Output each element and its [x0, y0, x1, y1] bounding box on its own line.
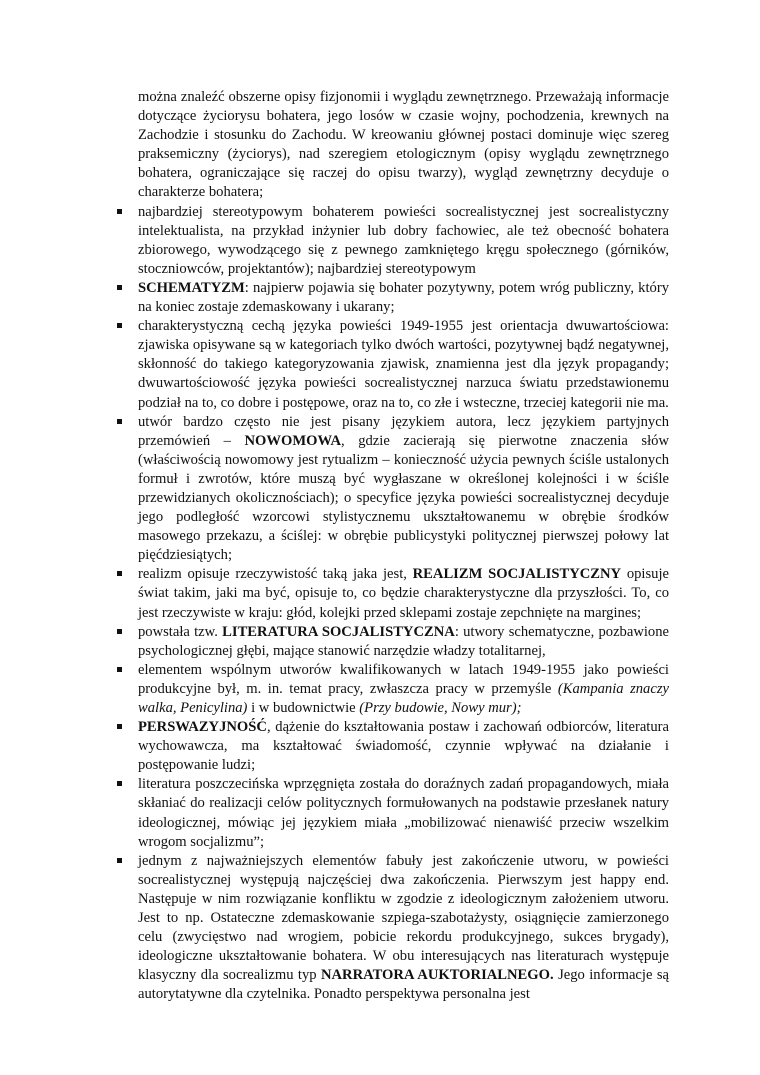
- list-item: [138, 279, 669, 317]
- key-term: LITERATURA SOCJALISTYCZNA: [222, 623, 455, 640]
- item-text: Jego informacje są autorytatywne dla czytelnika. Ponadto perspektywa personalna jest: [138, 967, 669, 1003]
- list-item: [138, 718, 669, 775]
- bullet-list: [138, 203, 669, 1005]
- item-text: i w budownictwie: [247, 700, 360, 716]
- item-text: charakterystyczną cechą języka powieści 1949-1955 jest orientacja dwuwartościowa: zjawiska opisywane są w kategoriach tylko dwóch wartości, pozytywnej bądź negatywnej, skłonność do takiego kategoryzowania zjawisk, znamienna jest dla język propagandy; dwuwartościowość języka powieści socrealistycznej narzuca światu przedstawionemu podział na to, co dobre i postępowe, oraz na to, co złe i wsteczne, trzeciej kategorii nie ma.: [138, 318, 669, 411]
- bullet-square-icon: [117, 209, 122, 214]
- item-text: , gdzie zacierają się pierwotne znaczenia słów (właściwością nowomowy jest rytualizm – konieczność użycia pewnych ściśle ustalonych formuł i zwrotów, które muszą być wygłaszane w określonej kolejności i w ściśle przewidzianych okolicznościach); o specyfice języka powieści socrealistycznej decyduje jego podległość wzorcowi stylistycznemu ukształtowanemu w obrębie środków masowego przekazu, a ściślej: w obrębie publicystyki politycznej pierwszej połowy lat pięćdziesiątych;: [138, 432, 669, 564]
- list-item: [138, 317, 669, 412]
- list-item: [138, 852, 669, 1005]
- bullet-square-icon: [117, 323, 122, 328]
- bullet-square-icon: [117, 781, 122, 786]
- key-term: NOWOMOWA: [244, 432, 341, 449]
- key-term: PERSWAZYJNOŚĆ: [138, 719, 267, 736]
- document-body: [138, 88, 669, 1005]
- item-text: realizm opisuje rzeczywistość taką jaka jest,: [138, 566, 413, 583]
- italic-examples: (Kampania znaczy walka, Penicylina): [138, 680, 669, 716]
- bullet-square-icon: [117, 724, 122, 729]
- list-item: [138, 775, 669, 851]
- list-item: [138, 623, 669, 661]
- item-text: : najpierw pojawia się bohater pozytywny, potem wróg publiczny, który na koniec zostaje zdemaskowany i ukarany;: [138, 279, 669, 316]
- key-term: REALIZM SOCJALISTYCZNY: [412, 566, 622, 583]
- item-text: utwór bardzo często nie jest pisany językiem autora, lecz językiem partyjnych przemówień –: [138, 413, 669, 449]
- item-text: : utwory schematyczne, pozbawione psychologicznej głębi, mające stanowić narzędzie władzy totalitarnej,: [138, 623, 669, 659]
- italic-examples: (Przy budowie, Nowy mur);: [359, 700, 522, 716]
- bullet-square-icon: [117, 858, 122, 863]
- bullet-square-icon: [117, 285, 122, 290]
- bullet-square-icon: [117, 419, 122, 424]
- item-text: elementem wspólnym utworów kwalifikowanych w latach 1949-1955 jako powieści produkcyjne był, m. in. temat pracy, zwłaszcza pracy w przemyśle: [138, 661, 669, 697]
- list-item: [138, 565, 669, 622]
- item-text: literatura poszczecińska wprzęgnięta została do doraźnych zadań propagandowych, miała skłaniać do realizacji celów politycznych formułowanych na podstawie przesłanek natury ideologicznej, mówiąc jej językiem miała „mobilizować nienawiść przeciw wszelkim wrogom socjalizmu”;: [138, 776, 669, 850]
- list-item: [138, 661, 669, 718]
- intro-paragraph: można znaleźć obszerne opisy fizjonomii i wyglądu zewnętrznego. Przeważają informacje dotyczące życiorysu bohatera, jego losów w czasie wojny, pochodzenia, krewnych na Zachodzie i stosunku do Zachodu. W kreowaniu głównej postaci dominuje więc szereg praksemiczny (życiorys), nad szeregiem etologicznym (opisy wyglądu zewnętrznego bohatera, ograniczające się raczej do opisu twarzy), wygląd zewnętrzny decyduje o charakterze bohatera;: [138, 89, 669, 201]
- item-text: opisuje świat takim, jaki ma być, opisuje to, co będzie charakterystyczne dla przyszłości. To, co jest rzeczywiste w kraju: głód, kolejki przed sklepami zostaje zepchnięte na margines;: [138, 566, 669, 621]
- key-term: SCHEMATYZM: [138, 279, 245, 296]
- item-text: powstała tzw.: [138, 623, 223, 640]
- list-item: [138, 413, 669, 566]
- item-text: , dążenie do kształtowania postaw i zachowań odbiorców, literatura wychowawcza, ma kształtować świadomość, czynnie wpływać na działanie i postępowanie ludzi;: [138, 719, 669, 774]
- bullet-square-icon: [117, 667, 122, 672]
- bullet-square-icon: [117, 629, 122, 634]
- key-term: NARRATORA AUKTORIALNEGO.: [320, 967, 554, 984]
- list-item: [138, 203, 669, 279]
- bullet-square-icon: [117, 571, 122, 576]
- item-text: najbardziej stereotypowym bohaterem powieści socrealistycznej jest socrealistyczny intelektualista, na przykład inżynier lub dobry fachowiec, ale też obecność bohatera zbiorowego, wywodzącego się z pewnego zamkniętego kręgu społecznego (górników, stoczniowców, projektantów); najbardziej stereotypowym: [138, 203, 669, 277]
- item-text: jednym z najważniejszych elementów fabuły jest zakończenie utworu, w powieści socrealistycznej występują najczęściej dwa zakończenia. Pierwszym jest happy end. Następuje w nim rozwiązanie konfliktu w zgodzie z ideologicznym założeniem utworu. Jest to np. Ostateczne zdemaskowanie szpiega-szabotażysty, osiągnięcie zamierzonego celu (zwycięstwo nad wrogiem, pobicie rekordu produkcyjnego, sukces brygady), ideologiczne ukształtowanie bohatera. W obu interesujących nas literaturach występuje klasyczny dla socrealizmu typ: [138, 852, 669, 984]
